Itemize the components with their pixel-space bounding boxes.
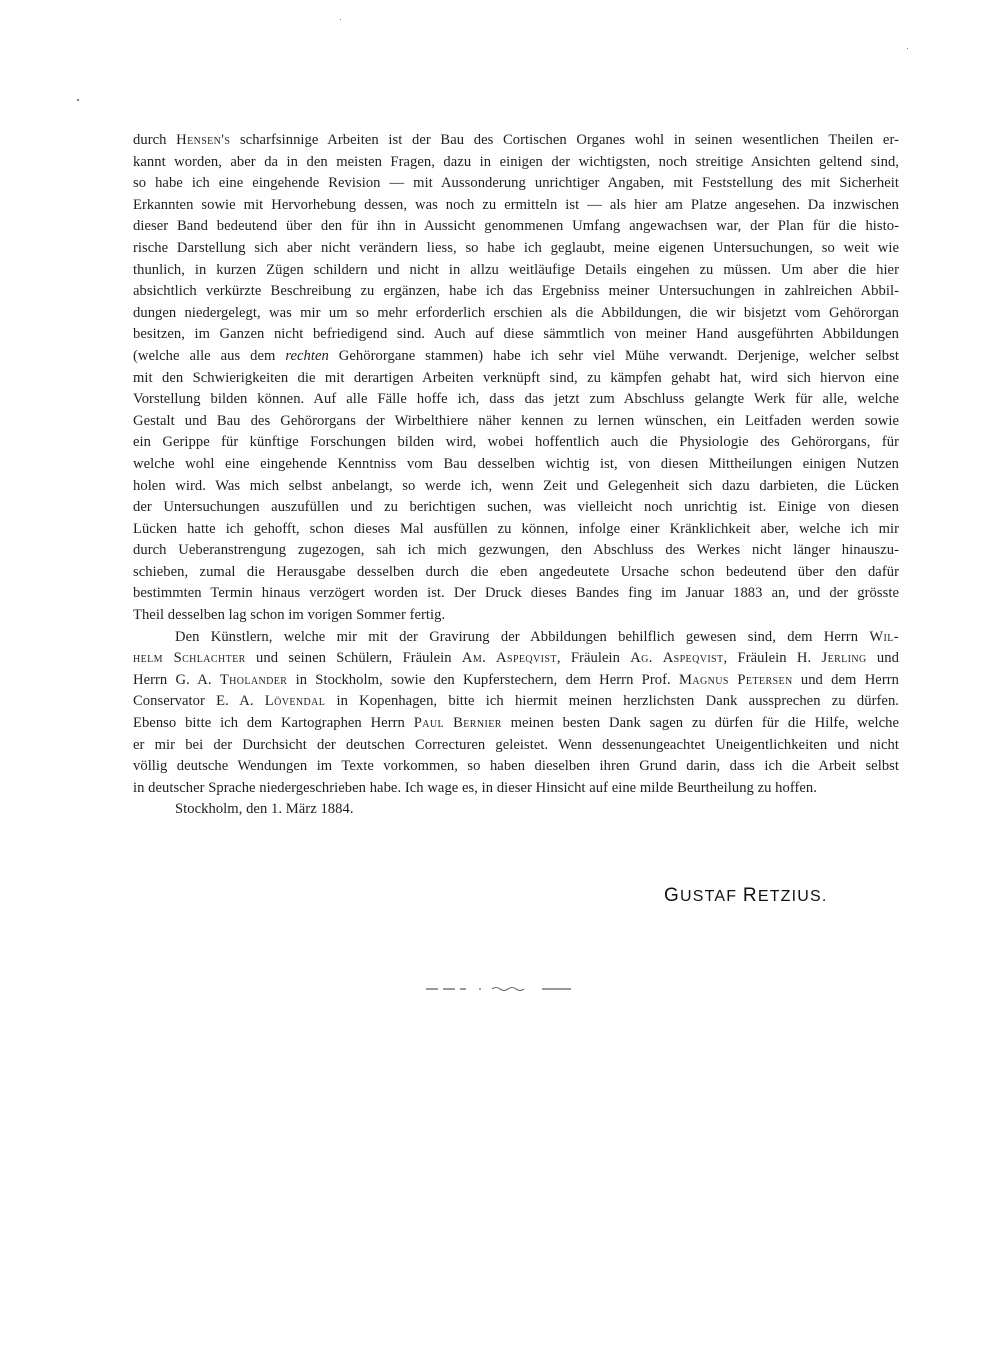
signature-first-rest: USTAF bbox=[679, 888, 738, 905]
small-caps-name: Hensen's bbox=[176, 132, 231, 148]
italic-word: rechten bbox=[285, 347, 329, 364]
text-line: besitzen, im Ganzen nicht befriedigend sind. Auch auf diese sämmtlich von meiner Hand ausgeführten Abbildungen bbox=[133, 326, 899, 343]
text-line: so habe ich eine eingehende Revision — mit Aussonderung unrichtiger Angaben, mit Feststellung des mit Sicherheit bbox=[133, 175, 899, 192]
text-line: dieser Band bedeutend über den für ihn in Aussicht genommenen Umfang angewachsen war, der Plan für die histo- bbox=[133, 218, 899, 235]
text-line: durch Hensen's scharfsinnige Arbeiten ist der Bau des Cortischen Organes wohl in seinen wesentlichen Theilen er- bbox=[133, 132, 899, 148]
print-speck bbox=[340, 19, 341, 20]
text-line: ein Gerippe für künftige Forschungen bilden wird, wobei hoffentlich auch die Physiologie des Gehörorgans, für bbox=[133, 434, 899, 451]
text-line: mit den Schwierigkeiten die mit derartigen Arbeiten verknüpft sind, zu kämpfen gehabt hat, wird sich hiervon eine bbox=[133, 369, 899, 386]
text-line: Gestalt und Bau des Gehörorgans der Wirbelthiere näher kennen zu lernen wünschen, ein Leitfaden werden sowie bbox=[133, 412, 899, 429]
text-line: Herrn G. A. Tholander in Stockholm, sowie den Kupferstechern, dem Herrn Prof. Magnus Petersen und dem Herrn bbox=[133, 671, 899, 688]
text-line: Theil desselben lag schon im vorigen Sommer fertig. bbox=[133, 607, 446, 624]
small-caps-name: Lövendal bbox=[264, 693, 326, 710]
text-line: Conservator E. A. Lövendal in Kopenhagen, bitte ich hiermit meinen herzlichsten Dank aussprechen zu dürfen. bbox=[133, 693, 899, 710]
small-caps-name: Am. Aspeqvist bbox=[461, 650, 557, 667]
text-line: kannt worden, aber da in den meisten Fragen, dazu in einigen der wichtigsten, noch streitige Ansichten geltend sind, bbox=[133, 153, 899, 170]
text-line: der Untersuchungen auszufüllen und zu berichtigen suchen, was vielleicht noch unrichtig ist. Einige von diesen bbox=[133, 499, 899, 516]
text-line: thunlich, in kurzen Zügen schildern und nicht in allzu weitläufige Details eingehen zu müssen. Um aber die hier bbox=[133, 261, 899, 278]
text-line: völlig deutsche Wendungen im Texte vorkommen, so haben dieselben ihren Grund darin, dass ich die Arbeit selbst bbox=[133, 758, 899, 775]
small-caps-name: helm Schlachter bbox=[133, 650, 246, 667]
signature-first-initial: G bbox=[664, 885, 680, 906]
paragraph-1 bbox=[133, 130, 899, 627]
dateline: Stockholm, den 1. März 1884. bbox=[175, 801, 354, 818]
small-caps-name: Jerling bbox=[821, 650, 867, 667]
text-line: holen wird. Was mich selbst anbelangt, so werde ich, wenn Zeit und Gelegenheit sich dazu darbieten, die Lücken bbox=[133, 477, 899, 494]
small-caps-name: Ag. Aspeqvist bbox=[630, 650, 724, 667]
text-line: rische Darstellung sich aber nicht verändern liess, so habe ich geglaubt, meine eigenen Untersuchungen, so weit wie bbox=[133, 239, 899, 256]
small-caps-name: Wil- bbox=[869, 628, 899, 645]
text-line: Vorstellung bilden können. Auf alle Fälle hoffe ich, dass das jetzt zum Abschluss gelangte Werk für alle, welche bbox=[133, 391, 899, 408]
text-line: welche wohl eine eingehende Kenntniss vom Bau desselben wichtig ist, von diesen Mittheilungen einigen Nutzen bbox=[133, 455, 899, 472]
text-line: schieben, zumal die Herausgabe desselben durch die eben angedeutete Ursache schon bedeutend über den dafür bbox=[133, 563, 899, 580]
text-line: bestimmten Termin hinaus verzögert worden ist. Der Druck dieses Bandes fing im Januar 1883 an, und der grösste bbox=[133, 585, 899, 602]
print-speck bbox=[77, 99, 79, 101]
text-line: dungen niedergelegt, was mir um so mehr erforderlich erschien als die Abbildungen, die wir bisjetzt vom Gehörorgan bbox=[133, 304, 899, 321]
signature-last-rest: ETZIUS. bbox=[757, 888, 828, 905]
text-line: Lücken hatte ich gehofft, schon dieses Mal ausfüllen zu können, infolge einer Kränklichkeit aber, welche ich mir bbox=[133, 520, 899, 537]
small-caps-name: Tholander bbox=[219, 671, 288, 688]
text-line: durch Ueberanstrengung zugezogen, sah ich mich gezwungen, den Abschluss des Werkes nicht länger hinauszu- bbox=[133, 542, 899, 559]
text-line: absichtlich verkürzte Beschreibung zu ergänzen, habe ich das Ergebniss meiner Untersuchungen in zahlreichen Abbil- bbox=[133, 283, 899, 300]
small-caps-name: Magnus Petersen bbox=[678, 671, 793, 688]
paragraph-2 bbox=[133, 627, 899, 800]
text-line: helm Schlachter und seinen Schülern, Fräulein Am. Aspeqvist, Fräulein Ag. Aspeqvist, Fräulein H. Jerling und bbox=[133, 650, 899, 667]
signature-last-initial: R bbox=[742, 885, 758, 906]
small-caps-name: Paul Bernier bbox=[413, 715, 502, 732]
print-speck bbox=[907, 48, 908, 49]
text-line: Ebenso bitte ich dem Kartographen Herrn Paul Bernier meinen besten Dank sagen zu dürfen für die Hilfe, welche bbox=[133, 715, 899, 732]
text-line: Erkannten sowie mit Hervorhebung dessen, was noch zu ermitteln ist — als hier am Platze angesehen. Da inzwischen bbox=[133, 196, 899, 213]
text-line: in deutscher Sprache niedergeschrieben habe. Ich wage es, in dieser Hinsicht auf eine milde Beurtheilung zu hoffen. bbox=[133, 779, 817, 796]
text-line: er mir bei der Durchsicht der deutschen Correcturen geleistet. Wenn dessenungeachtet Uneigentlichkeiten und nicht bbox=[133, 736, 899, 753]
end-ornament bbox=[426, 985, 571, 993]
author-signature bbox=[664, 885, 828, 907]
preface-text bbox=[133, 130, 899, 821]
text-line: Den Künstlern, welche mir mit der Gravirung der Abbildungen behilflich gewesen sind, dem Herrn Wil- bbox=[175, 628, 899, 645]
text-line: (welche alle aus dem rechten Gehörorgane stammen) habe ich sehr viel Mühe verwandt. Derjenige, welcher selbst bbox=[133, 347, 899, 364]
